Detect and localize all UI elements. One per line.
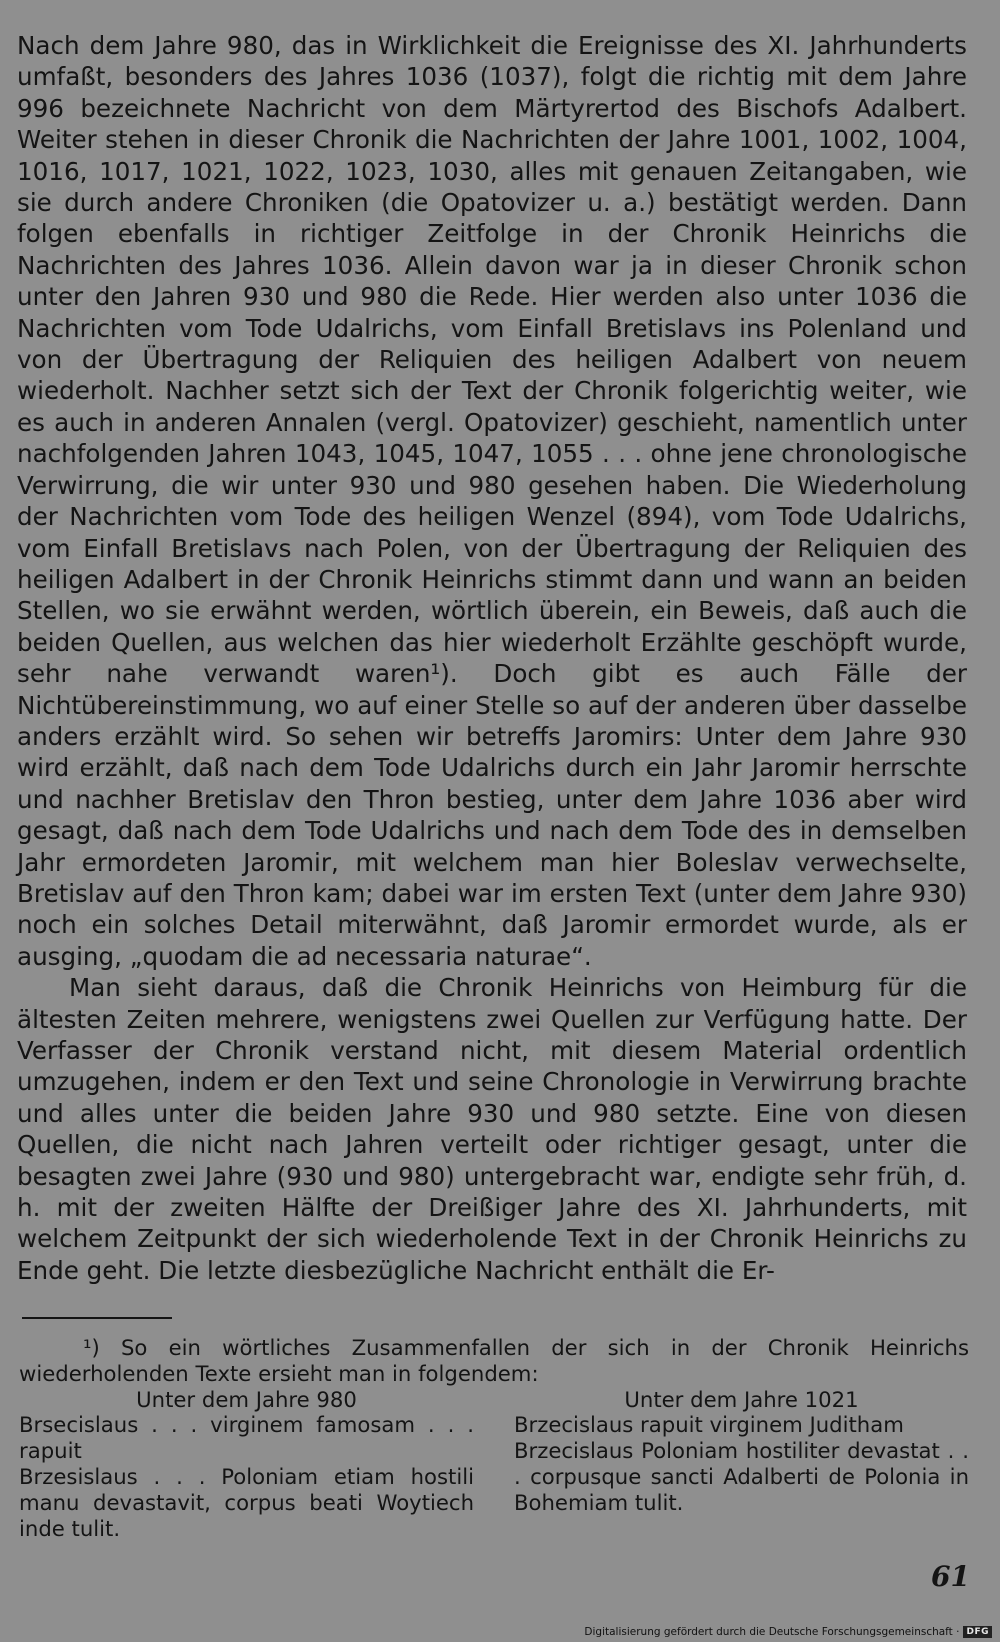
footnote-quote: Brzesislaus . . . Poloniam etiam hostili manu devastavit, corpus beati Woytiech inde tulit.	[19, 1463, 474, 1541]
paragraph-1: Nach dem Jahre 980, das in Wirklichkeit die Ereignisse des XI. Jahrhunderts umfaßt, besonders des Jahres 1036 (1037), folgt die richtig mit dem Jahre 996 bezeichnete Nachricht von dem Märtyrertod des Bischofs Adalbert. Weiter stehen in dieser Chronik die Nachrichten der Jahre 1001, 1002, 1004, 1016, 1017, 1021, 1022, 1023, 1030, alles mit genauen Zeitangaben, wie sie durch andere Chroniken (die Opatovizer u. a.) bestätigt werden. Dann folgen ebenfalls in richtiger Zeitfolge in der Chronik Heinrichs die Nachrichten des Jahres 1036. Allein davon war ja in dieser Chronik schon unter den Jahren 930 und 980 die Rede. Hier werden also unter 1036 die Nachrichten vom Tode Udalrichs, vom Einfall Bretislavs ins Polenland und von der Übertragung der Reliquien des heiligen Adalbert von neuem wiederholt. Nachher setzt sich der Text der Chronik folgerichtig weiter, wie es auch in anderen Annalen (vergl. Opatovizer) geschieht, namentlich unter nachfolgenden Jahren 1043, 1045, 1047, 1055 . . . ohne jene chronologische Verwirrung, die wir unter 930 und 980 gesehen haben. Die Wiederholung der Nachrichten vom Tode des heiligen Wenzel (894), vom Tode Udalrichs, vom Einfall Bretislavs nach Polen, von der Übertragung der Reliquien des heiligen Adalbert in der Chronik Heinrichs stimmt dann und wann an beiden Stellen, wo sie erwähnt werden, wörtlich überein, ein Beweis, daß auch die beiden Quellen, aus welchen das hier wiederholt Erzählte geschöpft wurde, sehr nahe verwandt waren¹). Doch gibt es auch Fälle der Nichtübereinstimmung, wo auf einer Stelle so auf der anderen über dasselbe anders erzählt wird. So sehen wir betreffs Jaromirs: Unter dem Jahre 930 wird erzählt, daß nach dem Tode Udalrichs durch ein Jahr Jaromir herrschte und nachher Bretislav den Thron bestieg, unter dem Jahre 1036 aber wird gesagt, daß nach dem Tode Udalrichs und nach dem Tode des in demselben Jahr ermordeten Jaromir, mit welchem man hier Boleslav verwechselte, Bretislav auf den Thron kam; dabei war im ersten Text (unter dem Jahre 930) noch ein solches Detail miterwähnt, daß Jaromir ermordet wurde, als er ausging, „quodam die ad necessaria naturae“.	[17, 31, 967, 971]
footnote-quote: Brzecislaus Poloniam hostiliter devastat . . . corpusque sancti Adalberti de Polonia in Bohemiam tulit.	[514, 1438, 969, 1515]
footnote-intro: ¹) So ein wörtliches Zusammenfallen der sich in der Chronik Heinrichs wiederholenden Texte ersieht man in folgendem:	[19, 1335, 969, 1386]
footnote-column-left	[19, 1387, 474, 1542]
footnote-columns	[19, 1387, 969, 1542]
page-number: 61	[931, 1560, 970, 1593]
page-content	[17, 30, 967, 1286]
credit-text: Digitalisierung gefördert durch die Deutsche Forschungsgemeinschaft ·	[584, 1626, 960, 1638]
footnote-quote: Brzecislaus rapuit virginem Juditham	[514, 1412, 904, 1438]
column-heading-1021: Unter dem Jahre 1021	[624, 1386, 859, 1412]
footnote-column-right	[514, 1387, 969, 1542]
footnote-quote: Brsecislaus . . . virginem famosam . . . rapuit	[19, 1412, 474, 1464]
body-text	[17, 30, 967, 1286]
footnote-divider	[22, 1317, 172, 1319]
dfg-logo-icon: DFG	[963, 1626, 992, 1638]
column-heading-980: Unter dem Jahre 980	[136, 1386, 357, 1412]
digitization-credit	[584, 1626, 992, 1638]
paragraph-2: Man sieht daraus, daß die Chronik Heinrichs von Heimburg für die ältesten Zeiten mehrere, wenigstens zwei Quellen zur Verfügung hatte. Der Verfasser der Chronik verstand nicht, mit diesem Material ordentlich umzugehen, indem er den Text und seine Chronologie in Verwirrung brachte und alles unter die beiden Jahre 930 und 980 setzte. Eine von diesen Quellen, die nicht nach Jahren verteilt oder richtiger gesagt, unter die besagten zwei Jahre (930 und 980) untergebracht war, endigte sehr früh, d. h. mit der zweiten Hälfte der Dreißiger Jahre des XI. Jahrhunderts, mit welchem Zeitpunkt der sich wiederholende Text in der Chronik Heinrichs zu Ende geht. Die letzte diesbezügliche Nachricht enthält die Er-	[17, 973, 967, 1285]
footnote	[19, 1335, 969, 1541]
